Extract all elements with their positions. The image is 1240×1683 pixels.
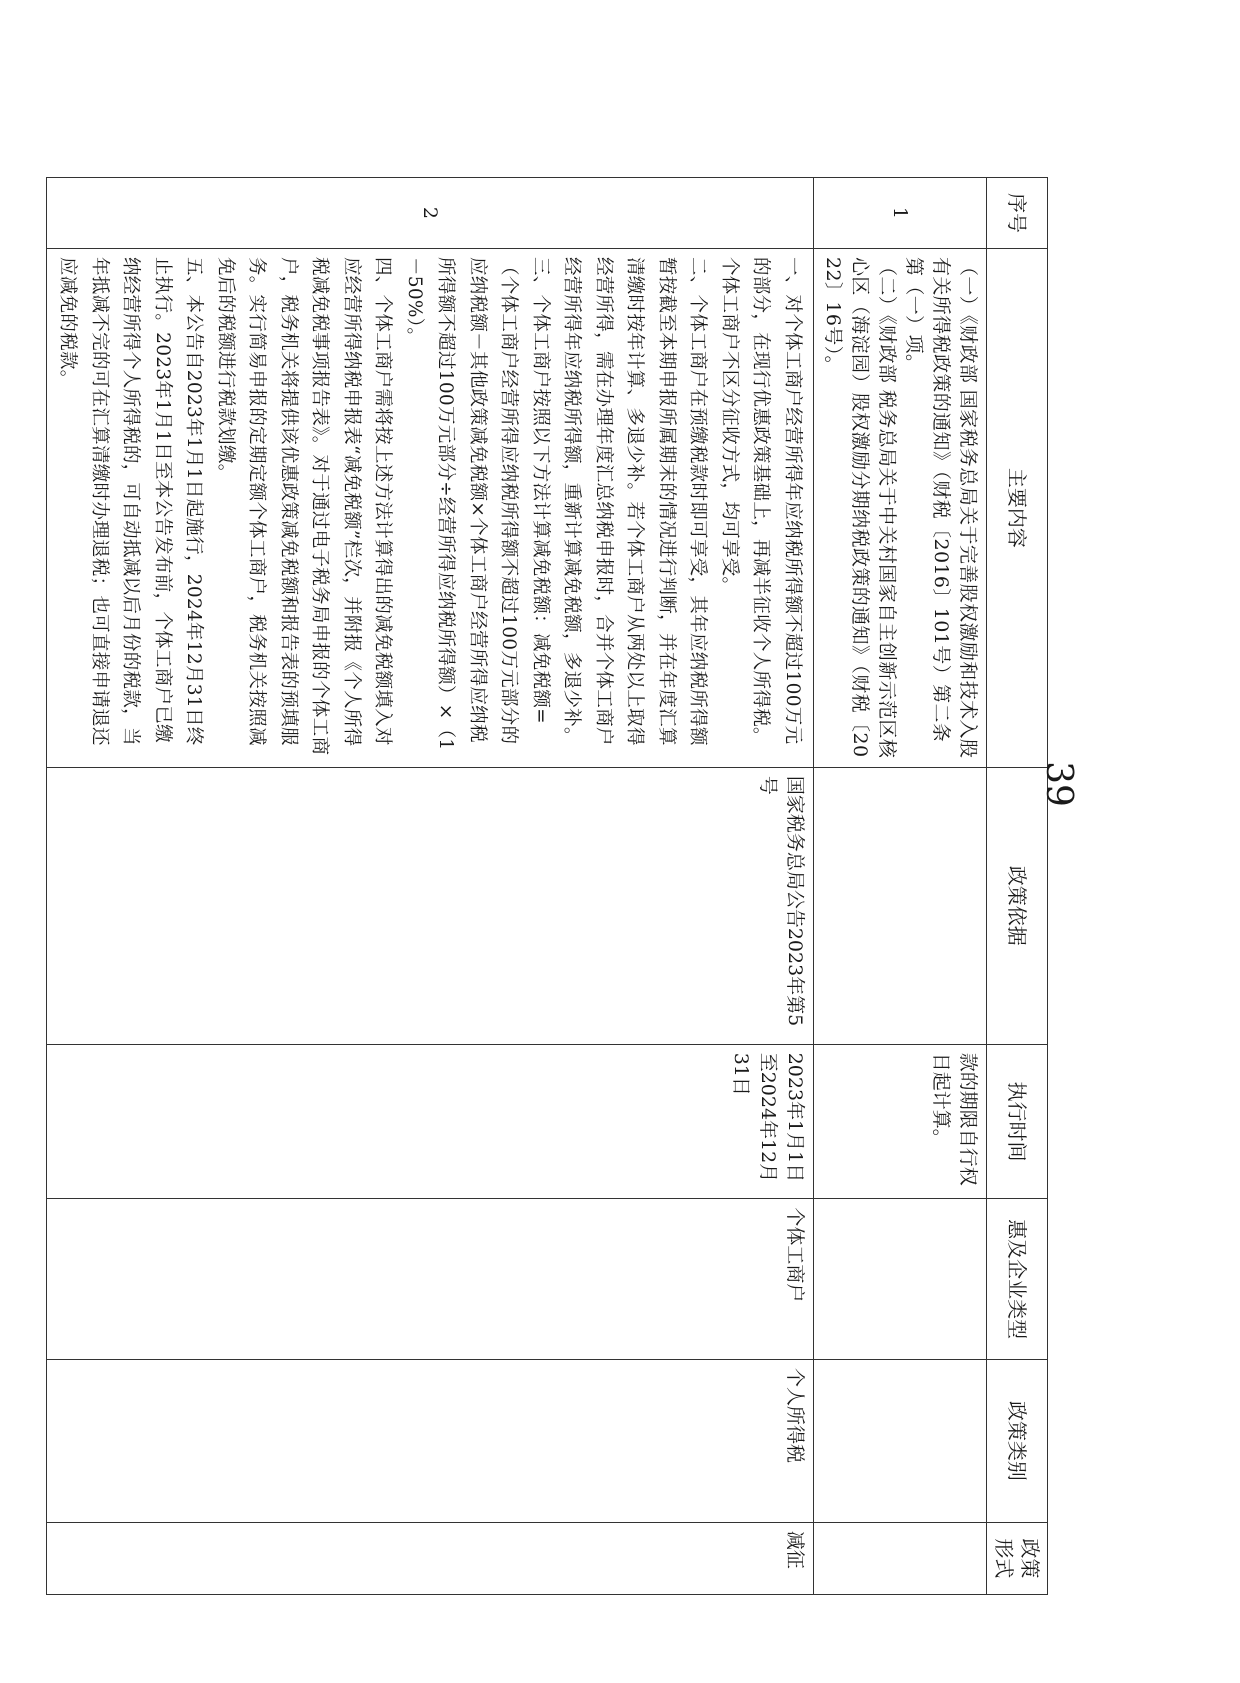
content-paragraph: （一）《财政部 国家税务总局关于完善股权激励和技术入股有关所得税政策的通知》（财税〔2016〕101号）第二条第（一）项。 (903, 256, 979, 759)
content-paragraph: 一、对个体工商户经营所得年应纳税所得额不超过100万元的部分，在现行优惠政策基础上，再减半征收个人所得税。个体工商户不区分征收方式，均可享受。 (719, 256, 803, 746)
header-main-content: 主要内容 (987, 248, 1048, 767)
rotated-page (57, 177, 1048, 1595)
row-execution-time: 2023年1月1日至2024年12月31日 (47, 1044, 814, 1199)
row-policy-form: 减征 (47, 1522, 814, 1594)
table-row (47, 178, 814, 1595)
row-main-content (814, 248, 987, 767)
content-paragraph: 五、本公告自2023年1月1日起施行，2024年12月31日终止执行。2023年1月1日至本公告发布前，个体工商户已缴纳经营所得个人所得税的，可自动抵减以后月份的税款，当年抵减不完的可在汇算清缴时办理退税；也可直接申请退还应减免的税款。 (57, 256, 205, 746)
header-policy-category: 政策类别 (987, 1359, 1048, 1522)
row-main-content (47, 248, 814, 767)
row-seq: 2 (47, 178, 814, 249)
header-policy-form: 政策形式 (987, 1522, 1048, 1594)
row-seq: 1 (814, 178, 987, 249)
header-seq: 序号 (987, 178, 1048, 249)
table-row (814, 178, 987, 1595)
row-policy-basis (814, 767, 987, 1044)
page-number: 39 (1038, 761, 1079, 807)
row-enterprise-type (814, 1199, 987, 1360)
content-paragraph: 四、个体工商户需将按上述方法计算得出的减免税额填入对应经营所得纳税申报表“减免税额”栏次，并附报《个人所得税减免税事项报告表》。对于通过电子税务局申报的个体工商户，税务机关将提供该优惠政策减免税额和报告表的预填服务。实行简易申报的定期定额个体工商户，税务机关按照减免后的税额进行税款划缴。 (215, 256, 394, 756)
header-policy-basis: 政策依据 (987, 767, 1048, 1044)
header-execution-time: 执行时间 (987, 1044, 1048, 1199)
content-paragraph: （二）《财政部 税务总局关于中关村国家自主创新示范区核心区（海淀园）股权激励分期纳税政策的通知》（财税〔2022〕16号）。 (822, 256, 898, 759)
row-policy-basis: 国家税务总局公告2023年第5号 (47, 767, 814, 1044)
row-policy-category (814, 1359, 987, 1522)
table-header-row (987, 178, 1048, 1595)
row-policy-category: 个人所得税 (47, 1359, 814, 1522)
content-paragraph: 三、个体工商户按照以下方法计算减免税额：减免税额=（个体工商户经营所得应纳税所得额不超过100万元部分的应纳税额－其他政策减免税额×个体工商户经营所得应纳税所得额不超过100万元部分÷经营所得应纳税所得额）×（1－50%）。 (404, 256, 551, 751)
row-enterprise-type: 个体工商户 (47, 1199, 814, 1360)
policy-table (46, 177, 1048, 1595)
row-execution-time: 款的期限自行权日起计算。 (814, 1044, 987, 1199)
header-enterprise-type: 惠及企业类型 (987, 1199, 1048, 1360)
content-paragraph: 二、个体工商户在预缴税款时即可享受，其年应纳税所得额暂按截至本期申报所属期末的情况进行判断，并在年度汇算清缴时按年计算、多退少补。若个体工商户从两处以上取得经营所得，需在办理年度汇总纳税申报时，合并个体工商户经营所得年应纳税所得额，重新计算减免税额，多退少补。 (561, 256, 709, 746)
row-policy-form (814, 1522, 987, 1594)
